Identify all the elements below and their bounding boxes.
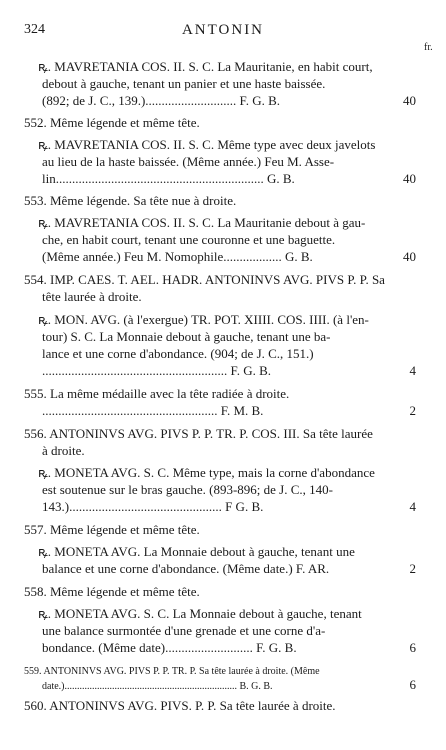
text-line: ꝶ. MON. AVG. (à l'exergue) TR. POT. XIIII. COS. IIII. (à l'en- — [38, 312, 369, 327]
text-line: tour) S. C. La Monnaie debout à gauche, tenant une ba- — [42, 329, 331, 344]
text-line: debout à gauche, tenant un panier et une haste baissée. — [42, 76, 326, 91]
price: 2 — [409, 561, 416, 576]
text-line-small: 559. ANTONINVS AVG. PIVS P. P. TR. P. Sa tête laurée à droite. (Même — [24, 666, 320, 677]
price: 4 — [409, 363, 416, 378]
text-line: ꝶ. MAVRETANIA COS. II. S. C. La Mauritanie, en habit court, — [38, 59, 373, 74]
price: 40 — [403, 171, 416, 186]
text-line: est soutenue sur le bras gauche. (893-896; de J. C., 140- — [42, 482, 333, 497]
text-line: tête laurée à droite. — [42, 289, 142, 304]
text-line: ꝶ. MONETA AVG. La Monnaie debout à gauche, tenant une — [38, 544, 355, 559]
text-line: bondance. (Même date)........................... F. G. B. — [42, 640, 297, 655]
price: 4 — [409, 499, 416, 514]
text-line: ꝶ. MONETA AVG. S. C. La Monnaie debout à gauche, tenant — [38, 606, 362, 621]
page-number: 324 — [24, 22, 45, 37]
price: 6 — [409, 677, 416, 692]
entry-heading: 555. La même médaille avec la tête radiée à droite. — [24, 386, 290, 401]
entry-heading: 558. Même légende et même tête. — [24, 584, 200, 599]
text-line: balance et une corne d'abondance. (Même date.) F. AR. — [42, 561, 330, 576]
price: 40 — [403, 249, 416, 264]
price: 2 — [409, 403, 416, 418]
text-line: lin................................................................ G. B. — [42, 171, 295, 186]
text-line: ......................................................... F. G. B. — [42, 363, 271, 378]
text-line: (Même année.) Feu M. Nomophile.................. G. B. — [42, 249, 313, 264]
currency-label: fr. — [424, 42, 433, 53]
text-line: lance et une corne d'abondance. (904; de J. C., 151.) — [42, 346, 314, 361]
text-line: à droite. — [42, 443, 85, 458]
text-line: che, en habit court, tenant une couronne et une baguette. — [42, 232, 336, 247]
text-line: 143.)............................................... F G. B. — [42, 499, 264, 514]
entry-heading: 554. IMP. CAES. T. AEL. HADR. ANTONINVS AVG. PIVS P. P. Sa — [24, 272, 385, 287]
text-line: ꝶ. MAVRETANIA COS. II. S. C. La Mauritanie debout à gau- — [38, 215, 366, 230]
text-line: (892; de J. C., 139.)............................ F. G. B. — [42, 93, 281, 108]
entry-heading: 556. ANTONINVS AVG. PIVS P. P. TR. P. COS. III. Sa tête laurée — [24, 426, 373, 441]
entry-heading: 552. Même légende et même tête. — [24, 115, 200, 130]
text-line: au lieu de la haste baissée. (Même année.) Feu M. Asse- — [42, 154, 335, 169]
price: 6 — [409, 640, 416, 655]
running-title: ANTONIN — [181, 22, 265, 38]
entry-heading: 560. ANTONINVS AVG. PIVS. P. P. Sa tête laurée à droite. — [24, 698, 336, 713]
text-line: ꝶ. MAVRETANIA COS. II. S. C. Même type avec deux javelots — [38, 137, 376, 152]
text-line-small: date.)..................................................................... B. G. B. — [42, 681, 273, 692]
text-line: une balance surmontée d'une grenade et une corne d'a- — [42, 623, 326, 638]
entry-heading: 557. Même légende et même tête. — [24, 522, 200, 537]
price: 40 — [403, 93, 416, 108]
entry-heading: 553. Même légende. Sa tête nue à droite. — [24, 193, 237, 208]
text-line: ...................................................... F. M. B. — [42, 403, 264, 418]
text-line: ꝶ. MONETA AVG. S. C. Même type, mais la corne d'abondance — [38, 465, 375, 480]
